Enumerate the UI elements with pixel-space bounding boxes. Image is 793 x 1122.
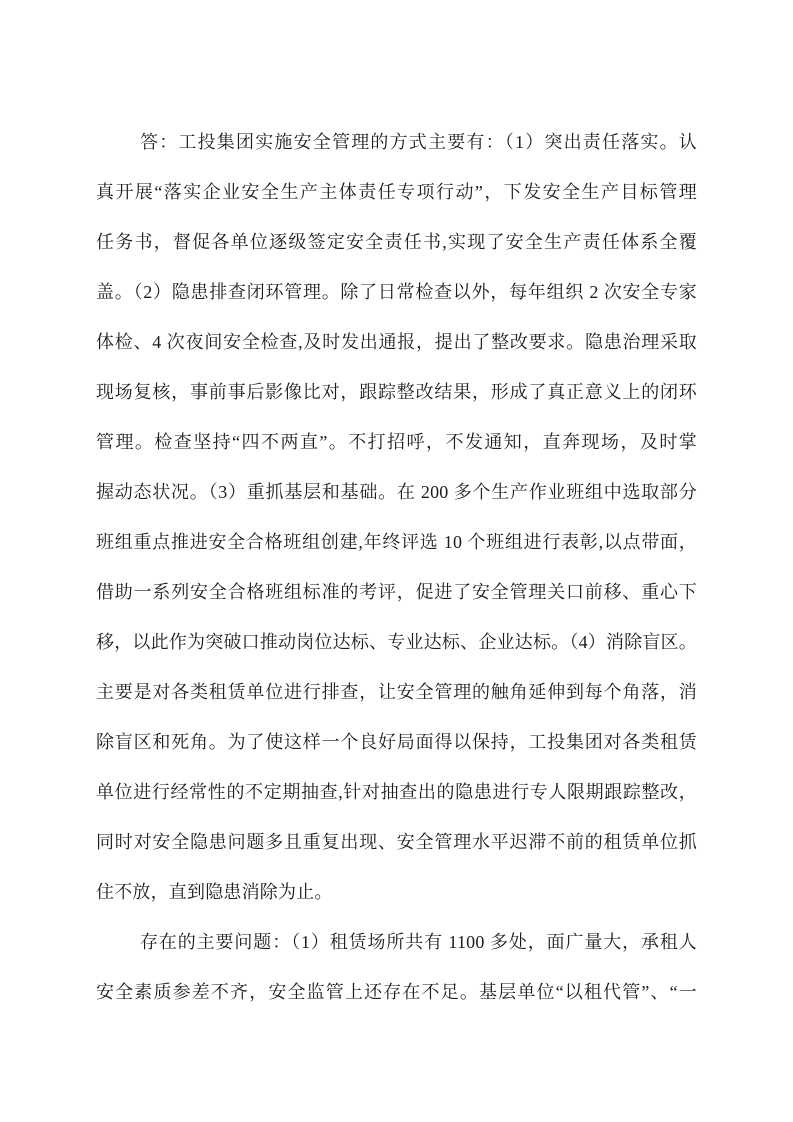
text-line-p1-l16: 住不放，直到隐患消除为止。	[96, 882, 333, 902]
text-line-p1-l3: 任务书，督促各单位逐级签定安全责任书,实现了安全生产责任体系全覆	[96, 232, 697, 252]
text-line-p1-l13: 除盲区和死角。为了使这样一个良好局面得以保持，工投集团对各类租赁	[96, 732, 697, 752]
text-line-p2-l1: 存在的主要问题：（1）租赁场所共有 1100 多处，面广量大，承租人	[140, 932, 697, 952]
text-line-p1-l7: 管理。检查坚持“四不两直”。不打招呼，不发通知，直奔现场，及时掌	[96, 432, 697, 452]
text-line-p1-l11: 移，以此作为突破口推动岗位达标、专业达标、企业达标。（4）消除盲区。	[96, 632, 697, 652]
text-line-p2-l2: 安全素质参差不齐，安全监管上还存在不足。基层单位“以租代管”、“一	[96, 982, 697, 1002]
text-line-p1-l10: 借助一系列安全合格班组标准的考评，促进了安全管理关口前移、重心下	[96, 582, 697, 602]
text-line-p1-l12: 主要是对各类租赁单位进行排查，让安全管理的触角延伸到每个角落，消	[96, 682, 697, 702]
text-line-p1-l4: 盖。（2）隐患排查闭环管理。除了日常检查以外，每年组织 2 次安全专家	[96, 282, 697, 302]
text-line-p1-l1: 答：工投集团实施安全管理的方式主要有：（1）突出责任落实。认	[140, 132, 697, 152]
text-line-p1-l8: 握动态状况。（3）重抓基层和基础。在 200 多个生产作业班组中选取部分	[96, 482, 697, 502]
document-body	[96, 117, 697, 1017]
text-line-p1-l2: 真开展“落实企业安全生产主体责任专项行动”，下发安全生产目标管理	[96, 182, 697, 202]
text-line-p1-l14: 单位进行经常性的不定期抽查,针对抽查出的隐患进行专人限期跟踪整改，	[96, 782, 697, 802]
text-line-p1-l9: 班组重点推进安全合格班组创建,年终评选 10 个班组进行表彰,以点带面，	[96, 532, 697, 552]
text-line-p1-l15: 同时对安全隐患问题多且重复出现、安全管理水平迟滞不前的租赁单位抓	[96, 832, 697, 852]
text-line-p1-l5: 体检、4 次夜间安全检查,及时发出通报，提出了整改要求。隐患治理采取	[96, 332, 697, 352]
text-line-p1-l6: 现场复核，事前事后影像比对，跟踪整改结果，形成了真正意义上的闭环	[96, 382, 697, 402]
